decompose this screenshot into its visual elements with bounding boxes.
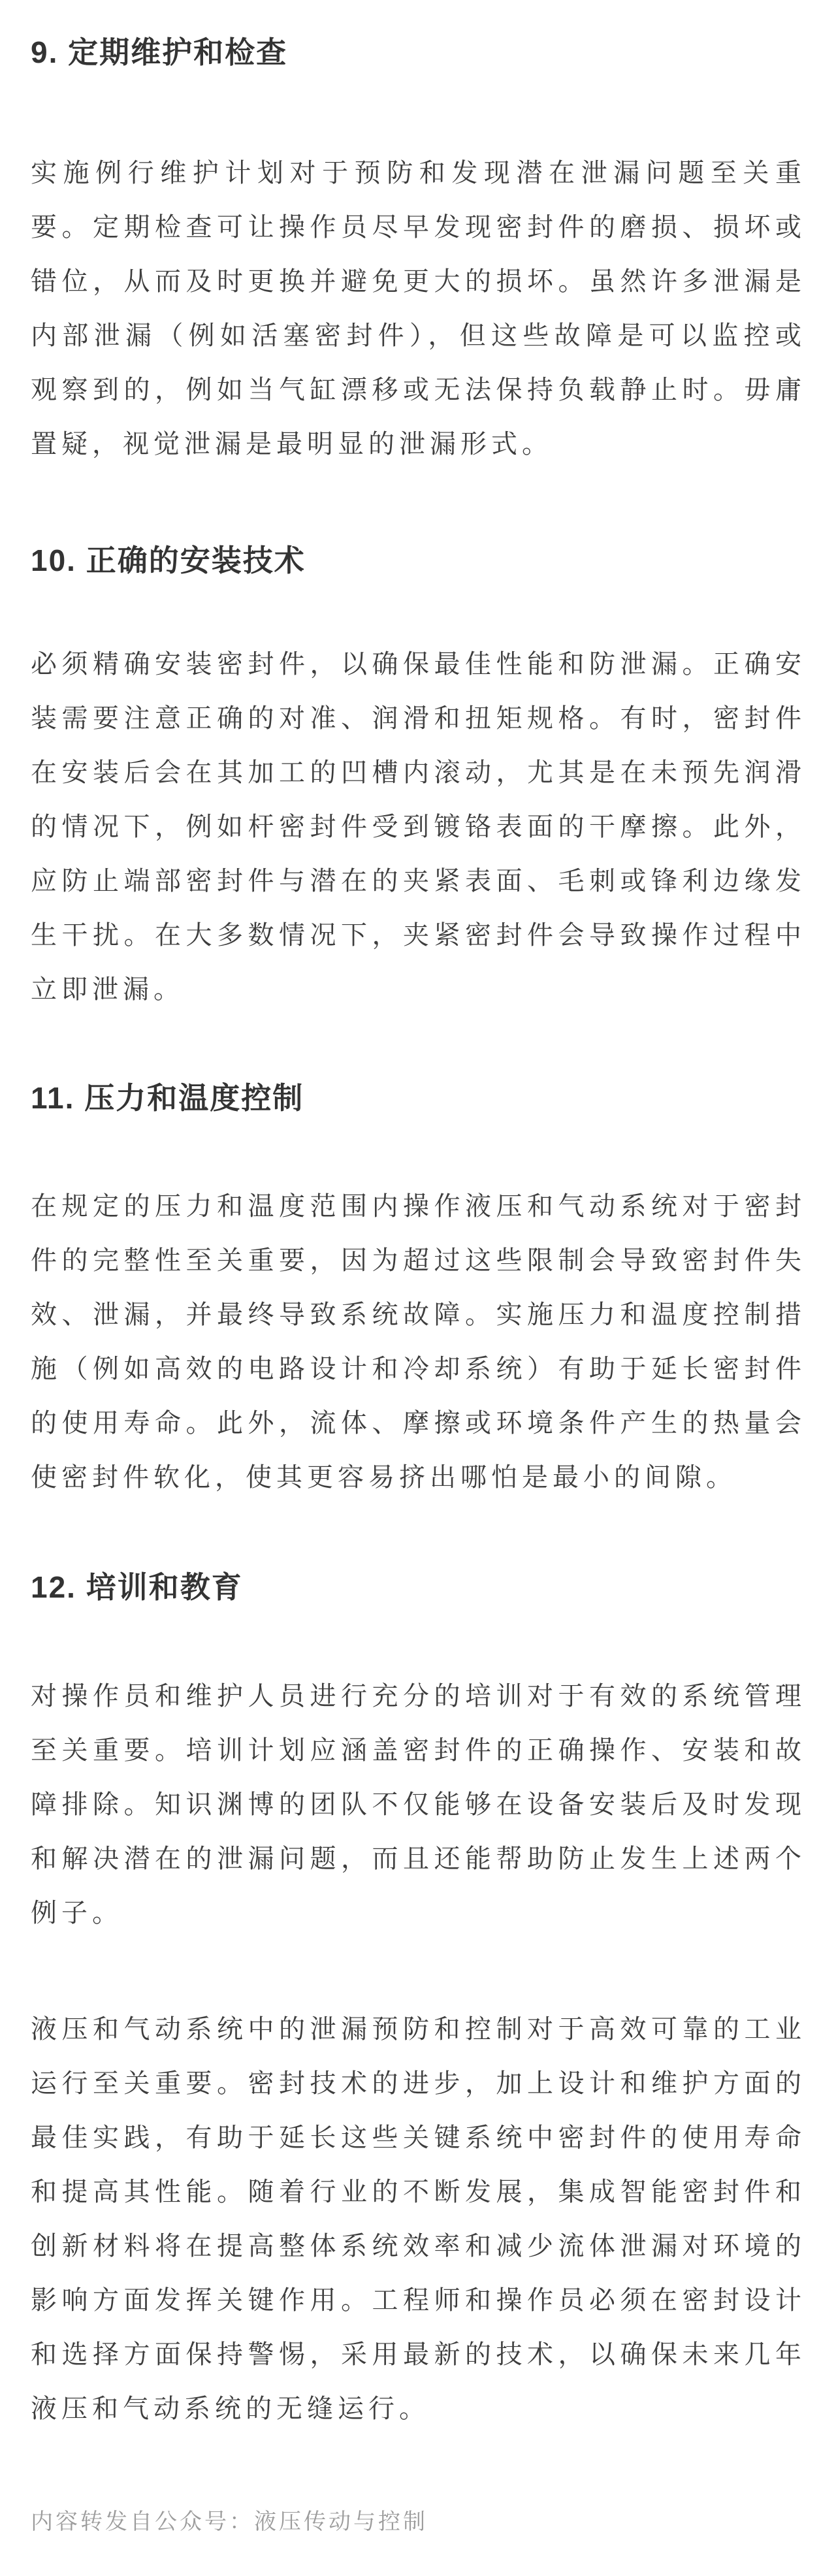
section-heading-12-training-education: 12. 培训和教育 bbox=[31, 1570, 243, 1604]
section-heading-11-pressure-temperature-control: 11. 压力和温度控制 bbox=[31, 1081, 304, 1115]
section-12-paragraph: 对操作员和维护人员进行充分的培训对于有效的系统管理至关重要。培训计划应涵盖密封件的正确操作、安装和故障排除。知识渊博的团队不仅能够在设备安装后及时发现和解决潜在的泄漏问题，而且还能帮助防止发生上述两个例子。 bbox=[31, 1682, 806, 1927]
section-11-paragraph: 在规定的压力和温度范围内操作液压和气动系统对于密封件的完整性至关重要，因为超过这些限制会导致密封件失效、泄漏，并最终导致系统故障。实施压力和温度控制措施（例如高效的电路设计和冷却系统）有助于延长密封件的使用寿命。此外，流体、摩擦或环境条件产生的热量会使密封件软化，使其更容易挤出哪怕是最小的间隙。 bbox=[31, 1192, 806, 1492]
conclusion-paragraph: 液压和气动系统中的泄漏预防和控制对于高效可靠的工业运行至关重要。密封技术的进步，加上设计和维护方面的最佳实践，有助于延长这些关键系统中密封件的使用寿命和提高其性能。随着行业的不断发展，集成智能密封件和创新材料将在提高整体系统效率和减少流体泄漏对环境的影响方面发挥关键作用。工程师和操作员必须在密封设计和选择方面保持警惕，采用最新的技术，以确保未来几年液压和气动系统的无缝运行。 bbox=[31, 2015, 806, 2423]
section-heading-9-maintenance-inspection: 9. 定期维护和检查 bbox=[31, 35, 288, 69]
section-9-paragraph: 实施例行维护计划对于预防和发现潜在泄漏问题至关重要。定期检查可让操作员尽早发现密封件的磨损、损坏或错位，从而及时更换并避免更大的损坏。虽然许多泄漏是内部泄漏（例如活塞密封件），但这些故障是可以监控或观察到的，例如当气缸漂移或无法保持负载静止时。毋庸置疑，视觉泄漏是最明显的泄漏形式。 bbox=[31, 159, 806, 459]
section-10-paragraph: 必须精确安装密封件，以确保最佳性能和防泄漏。正确安装需要注意正确的对准、润滑和扭矩规格。有时，密封件在安装后会在其加工的凹槽内滚动，尤其是在未预先润滑的情况下，例如杆密封件受到镀铬表面的干摩擦。此外，应防止端部密封件与潜在的夹紧表面、毛刺或锋利边缘发生干扰。在大多数情况下，夹紧密封件会导致操作过程中立即泄漏。 bbox=[31, 650, 806, 1004]
section-heading-10-installation-techniques: 10. 正确的安装技术 bbox=[31, 543, 306, 577]
source-attribution: 内容转发自公众号：液压传动与控制 bbox=[31, 2509, 428, 2534]
